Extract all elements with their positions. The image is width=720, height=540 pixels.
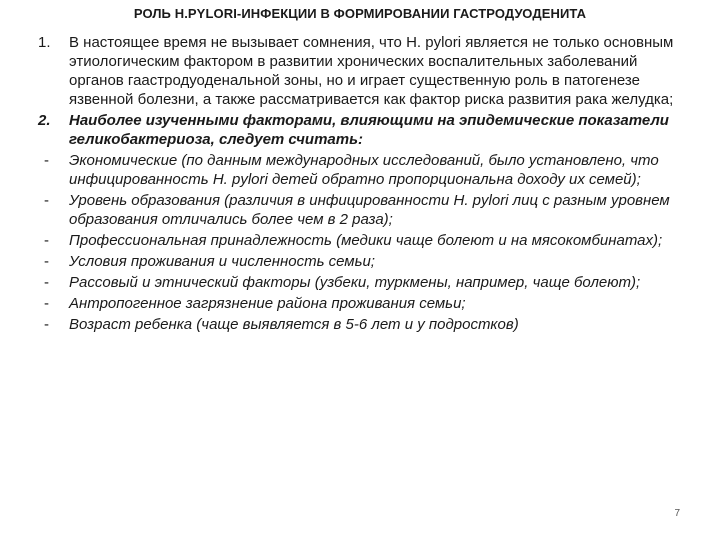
list-item-pollution	[32, 294, 692, 313]
list-item-text: В настоящее время не вызывает сомнения, что H. pylori является не только основным этиологическим фактором в развитии хронических воспалительных заболеваний органов гаастродуоденальной зоны, но и играет существенную роль в патогенезе язвенной болезни, а также рассматривается как фактор риска развития рака желудка;	[69, 34, 674, 108]
list-item-living-conditions	[32, 252, 692, 271]
list-marker: -	[44, 192, 49, 209]
list-marker: 1.	[38, 34, 51, 51]
list-item-ethnic	[32, 273, 692, 292]
list-item-profession	[32, 231, 692, 250]
list-marker: -	[44, 152, 49, 169]
list-item-text: Экономические (по данным международных исследований, было установлено, что инфицированность H. pylori детей обратно пропорциональна доходу их семей);	[69, 152, 659, 188]
list-item-1	[32, 33, 692, 109]
list-item-text: Наиболее изученными факторами, влияющими на эпидемические показатели геликобактериоза, следует считать:	[69, 112, 669, 148]
list-marker: 2.	[38, 112, 51, 129]
slide-title: РОЛЬ H.PYLORI-ИНФЕКЦИИ В ФОРМИРОВАНИИ ГАСТРОДУОДЕНИТА	[133, 6, 587, 21]
list-marker: -	[44, 232, 49, 249]
list-item-text: Рассовый и этнический факторы (узбеки, туркмены, например, чаще болеют);	[69, 274, 641, 291]
list-marker: -	[44, 295, 49, 312]
list-item-2	[32, 111, 692, 149]
list-marker: -	[44, 274, 49, 291]
list-item-text: Уровень образования (различия в инфицированности H. pylori лиц с разным уровнем образования отличались более чем в 2 раза);	[69, 192, 670, 228]
list-item-age	[32, 315, 692, 334]
list-item-text: Профессиональная принадлежность (медики чаще болеют и на мясокомбинатах);	[69, 232, 663, 249]
list-item-text: Условия проживания и численность семьи;	[69, 253, 375, 270]
content-list	[32, 33, 692, 334]
list-marker: -	[44, 316, 49, 333]
list-item-education	[32, 191, 692, 229]
list-marker: -	[44, 253, 49, 270]
page-number: 7	[674, 508, 680, 519]
list-item-economic	[32, 151, 692, 189]
list-item-text: Возраст ребенка (чаще выявляется в 5-6 лет и у подростков)	[69, 316, 519, 333]
list-item-text: Антропогенное загрязнение района проживания семьи;	[69, 295, 466, 312]
